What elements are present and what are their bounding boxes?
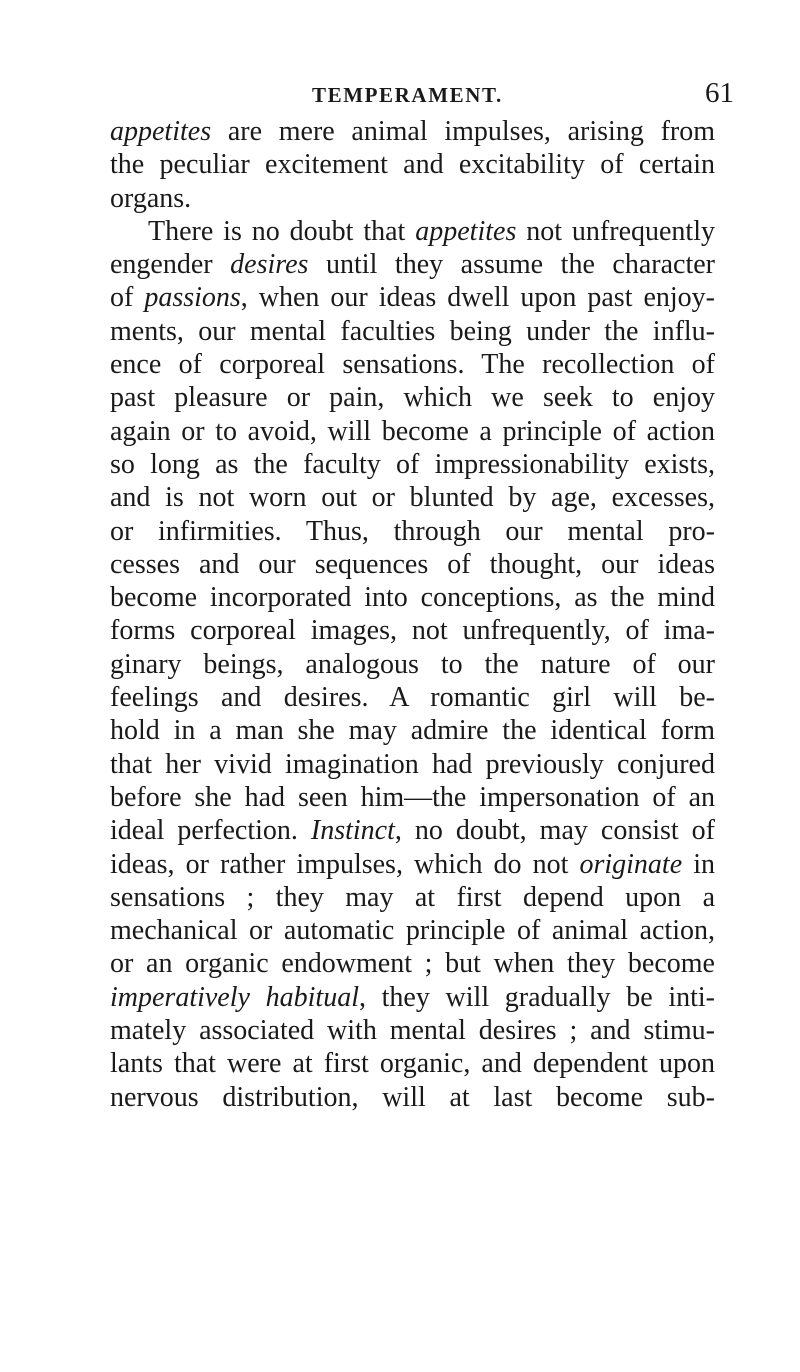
text-run: There is no doubt that [148,215,416,247]
text-line [110,614,715,647]
text-line [110,1081,715,1114]
page-number: 61 [705,77,734,109]
text-run: are mere animal impulses, arising from [211,116,715,147]
text-run: ideas, or rather impulses, which do not [110,848,580,880]
text-run: of [110,282,145,314]
text-run: feelings and desires. A romantic girl will be- [110,682,715,714]
text-line [110,681,715,714]
text-run: before she had seen him—the impersonation of an [110,781,715,813]
text-line [110,548,715,581]
text-line [110,415,715,448]
italic-text: desires [230,249,309,281]
text-line [110,714,715,747]
text-line [110,315,715,348]
italic-text: imperatively habitual [110,981,359,1013]
text-run: ence of corporeal sensations. The recollection of [110,349,715,381]
text-line [110,381,715,414]
text-run: , they will gradually be inti- [358,981,715,1013]
text-line [110,914,715,947]
text-line [110,182,715,215]
italic-text: appetites [415,215,517,247]
text-run: not unfrequently [516,215,715,247]
text-line [110,515,715,548]
text-run: that her vivid imagination had previously conjured [110,748,715,780]
text-line [110,981,715,1014]
text-line [110,748,715,781]
text-run: , when our ideas dwell upon past enjoy- [240,282,715,314]
text-run: again or to avoid, will become a principle of action [110,415,715,447]
running-head [0,77,800,110]
text-line [110,1014,715,1047]
text-line [110,1047,715,1080]
text-line [110,814,715,847]
text-line [110,781,715,814]
text-line [110,215,715,248]
text-run: cesses and our sequences of thought, our ideas [110,548,715,580]
text-run: , no doubt, may consist of [394,815,715,847]
text-run: nervous distribution, will at last become sub- [110,1081,715,1113]
text-run: organs. [110,182,192,214]
text-line [110,848,715,881]
text-line [110,248,715,281]
text-line [110,881,715,914]
text-line [110,648,715,681]
italic-text: Instinct [310,815,395,847]
text-run: or infirmities. Thus, through our mental pro- [110,515,715,547]
text-line [110,148,715,181]
body-text [110,115,715,1114]
text-run: become incorporated into conceptions, as the mind [110,582,715,614]
italic-text: originate [579,848,683,880]
text-run: ments, our mental faculties being under the influ- [110,315,715,347]
text-run: forms corporeal images, not unfrequently, of ima- [110,615,715,647]
text-run: past pleasure or pain, which we seek to enjoy [110,382,715,414]
text-run: lants that were at first organic, and dependent upon [110,1048,715,1080]
text-run: the peculiar excitement and excitability of certain [110,149,715,181]
text-line [110,115,715,148]
text-run: so long as the faculty of impressionability exists, [110,448,715,480]
text-line [110,581,715,614]
text-run: and is not worn out or blunted by age, excesses, [110,482,715,514]
text-run: or an organic endowment ; but when they become [110,948,715,980]
text-run: hold in a man she may admire the identical form [110,715,715,747]
text-line [110,281,715,314]
italic-text: appetites [110,116,212,147]
text-run: ginary beings, analogous to the nature of our [110,648,715,680]
text-run: until they assume the character [308,249,716,281]
text-line [110,448,715,481]
text-line [110,481,715,514]
text-line [110,348,715,381]
running-title: TEMPERAMENT. [312,83,503,107]
italic-text: passions [144,282,241,314]
text-run: mately associated with mental desires ; and stimu- [110,1015,715,1047]
text-run: sensations ; they may at first depend upon a [110,881,715,913]
text-run: in [682,848,715,880]
text-run: engender [110,249,231,281]
text-run: mechanical or automatic principle of animal action, [110,915,715,947]
text-run: ideal perfection. [110,815,311,847]
text-line [110,947,715,980]
